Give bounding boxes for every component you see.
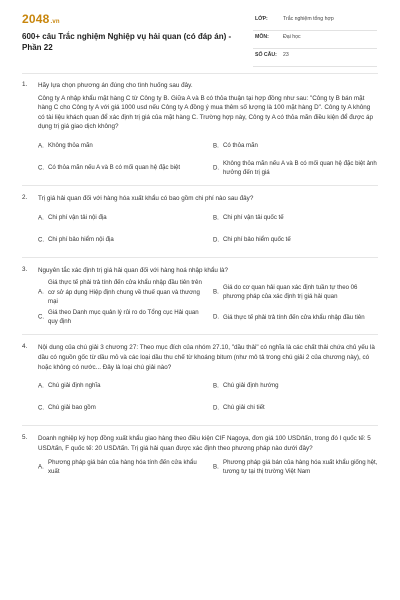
option-letter: C. bbox=[38, 404, 45, 412]
question-paragraph: Hãy lựa chọn phương án đúng cho tình huống sau đây. bbox=[38, 82, 193, 89]
question-paragraph: Nội dung của chú giải 3 chương 27: Theo mục đích của nhóm 27.10, "dầu thải" có nghĩa là các chất thải chứa chủ yếu là dầu có nguồn gốc từ dầu mỏ và các loại dầu thu chế từ khoáng bitum (như mô tả trong chú giải 2 của chương này), có hoặc không có nước... Đây là loại chú giải nào? bbox=[38, 344, 375, 371]
option-letter: B. bbox=[213, 213, 219, 221]
option-letter: D. bbox=[213, 164, 220, 172]
option-grid bbox=[38, 135, 378, 179]
meta-row-class bbox=[253, 13, 377, 31]
meta-row-count bbox=[253, 49, 377, 67]
question-number: 4. bbox=[22, 343, 28, 351]
meta-table bbox=[253, 13, 377, 67]
page-title: 600+ câu Trắc nghiệm Nghiệp vụ hải quan (có đáp án) - Phần 22 bbox=[22, 32, 232, 52]
logo-main: 2048 bbox=[22, 12, 50, 26]
site-logo[interactable] bbox=[22, 12, 60, 26]
option-text: Phương pháp giá bán của hàng hóa tính đến cửa khẩu xuất bbox=[48, 458, 197, 476]
option-text: Chú giải định hướng bbox=[223, 382, 279, 390]
option-letter: A. bbox=[38, 213, 44, 221]
option-text: Giá theo Danh mục quản lý rủi ro do Tổng cục Hải quan quy định bbox=[48, 308, 199, 326]
option-a[interactable] bbox=[38, 207, 203, 229]
option-text: Chi phí vận tải quốc tế bbox=[223, 213, 284, 221]
meta-value: 23 bbox=[283, 52, 289, 58]
option-letter: A. bbox=[38, 288, 44, 296]
option-text: Giá thực tế phải trả tính đến cửa khẩu nhập đầu tiên bbox=[223, 313, 365, 321]
meta-key: MÔN: bbox=[255, 34, 269, 40]
option-d[interactable] bbox=[213, 306, 378, 328]
option-a[interactable] bbox=[38, 456, 203, 478]
header-divider bbox=[22, 73, 378, 74]
question-text bbox=[38, 264, 378, 276]
option-d[interactable] bbox=[213, 157, 378, 179]
question-4 bbox=[22, 341, 378, 426]
option-text: Chú giải định nghĩa bbox=[48, 382, 101, 390]
logo-suffix: .vn bbox=[50, 19, 60, 25]
option-d[interactable] bbox=[213, 397, 378, 419]
question-text bbox=[38, 192, 378, 204]
option-text: Không thỏa mãn bbox=[48, 142, 93, 150]
option-text: Chi phí bảo hiểm nội địa bbox=[48, 235, 114, 243]
meta-key: SỐ CÂU: bbox=[255, 52, 277, 58]
option-letter: A. bbox=[38, 463, 44, 471]
option-text: Có thỏa mãn nếu A và B có mối quan hệ đặc biệt bbox=[48, 164, 181, 172]
option-b[interactable] bbox=[213, 135, 378, 157]
option-letter: A. bbox=[38, 382, 44, 390]
option-grid bbox=[38, 456, 378, 478]
option-d[interactable] bbox=[213, 229, 378, 251]
option-text: Chi phí vận tải nội địa bbox=[48, 213, 107, 221]
option-letter: D. bbox=[213, 313, 220, 321]
meta-key: LỚP: bbox=[255, 16, 268, 22]
option-text: Phương pháp giá bán của hàng hóa xuất khẩu giống hệt, tương tự tại thị trường Việt Nam bbox=[223, 458, 378, 476]
option-text: Giá thực tế phải trả tính đến cửa khẩu nhập đầu tiên trên cơ sở áp dụng Hiệp định chung về thuế quan và thương mại bbox=[48, 279, 202, 305]
option-letter: D. bbox=[213, 404, 220, 412]
option-letter: B. bbox=[213, 288, 219, 296]
option-c[interactable] bbox=[38, 397, 203, 419]
option-a[interactable] bbox=[38, 135, 203, 157]
option-text: Chú giải bao gồm bbox=[48, 404, 96, 412]
question-3 bbox=[22, 264, 378, 336]
option-letter: B. bbox=[213, 463, 219, 471]
option-letter: B. bbox=[213, 382, 219, 390]
question-paragraph: Nguyên tắc xác định trị giá hải quan đối với hàng hoá nhập khẩu là? bbox=[38, 266, 229, 274]
question-number: 1. bbox=[22, 81, 28, 88]
option-c[interactable] bbox=[38, 229, 203, 251]
question-2 bbox=[22, 192, 378, 258]
option-grid bbox=[38, 207, 378, 251]
question-5 bbox=[22, 432, 378, 484]
header bbox=[0, 0, 400, 70]
question-number: 2. bbox=[22, 193, 28, 201]
option-c[interactable] bbox=[38, 306, 203, 328]
option-letter: C. bbox=[38, 235, 45, 243]
meta-row-subject bbox=[253, 31, 377, 49]
option-grid bbox=[38, 375, 378, 419]
option-a[interactable] bbox=[38, 375, 203, 397]
option-b[interactable] bbox=[213, 456, 378, 478]
option-b[interactable] bbox=[213, 207, 378, 229]
option-letter: D. bbox=[213, 235, 220, 243]
option-letter: B. bbox=[213, 142, 219, 150]
option-c[interactable] bbox=[38, 157, 203, 179]
question-list bbox=[22, 79, 378, 490]
option-text: Có thỏa mãn bbox=[223, 142, 258, 150]
question-text bbox=[38, 432, 378, 453]
option-text: Giá do cơ quan hải quan xác định tuần tự theo 06 phương pháp của xác định trị giá hải quan bbox=[223, 283, 358, 301]
option-letter: A. bbox=[38, 142, 44, 150]
question-text bbox=[38, 79, 378, 132]
option-text: Chú giải chi tiết bbox=[223, 404, 265, 412]
option-letter: C. bbox=[38, 313, 45, 321]
question-1 bbox=[22, 79, 378, 186]
question-paragraph: Trị giá hải quan đối với hàng hóa xuất khẩu có bao gồm chi phí nào sau đây? bbox=[38, 194, 254, 202]
meta-value: Đại học bbox=[283, 34, 301, 40]
option-text: Không thỏa mãn nếu A và B có mối quan hệ đặc biệt ảnh hưởng đến trị giá bbox=[223, 159, 377, 176]
question-paragraph: Doanh nghiệp ký hợp đồng xuất khẩu giao hàng theo điều kiện CIF Nagoya, đơn giá 100 USD/tấn, trong đó I quốc tế: 5 USD/tấn, F quốc tế: 20 USD/tấn. Trị giá hải quan được xác định theo phương pháp nào dưới đây? bbox=[38, 435, 371, 452]
option-text: Chi phí bảo hiểm quốc tế bbox=[223, 235, 291, 243]
question-number: 3. bbox=[22, 265, 28, 273]
option-a[interactable] bbox=[38, 278, 203, 306]
question-number: 5. bbox=[22, 434, 28, 442]
option-grid bbox=[38, 278, 378, 328]
question-text bbox=[38, 341, 378, 372]
option-b[interactable] bbox=[213, 375, 378, 397]
meta-value: Trắc nghiệm tổng hợp bbox=[283, 16, 334, 22]
option-b[interactable] bbox=[213, 278, 378, 306]
option-letter: C. bbox=[38, 164, 45, 172]
question-paragraph: Công ty A nhập khẩu mặt hàng C từ Công ty B. Giữa A và B có thỏa thuận tại hợp đồng như sau: "Công ty B bán mặt hàng C cho Công ty A với giá 1000 usd nếu Công ty A đồng ý mua thêm số lượng là 100 mặt hàng D". Công ty A không có tài liệu khách quan để xác định trị giá của mặt hàng C. Trường hợp này, Công ty A có thỏa mãn điều kiện để được áp dụng trị giá giao dịch không? bbox=[38, 94, 374, 131]
